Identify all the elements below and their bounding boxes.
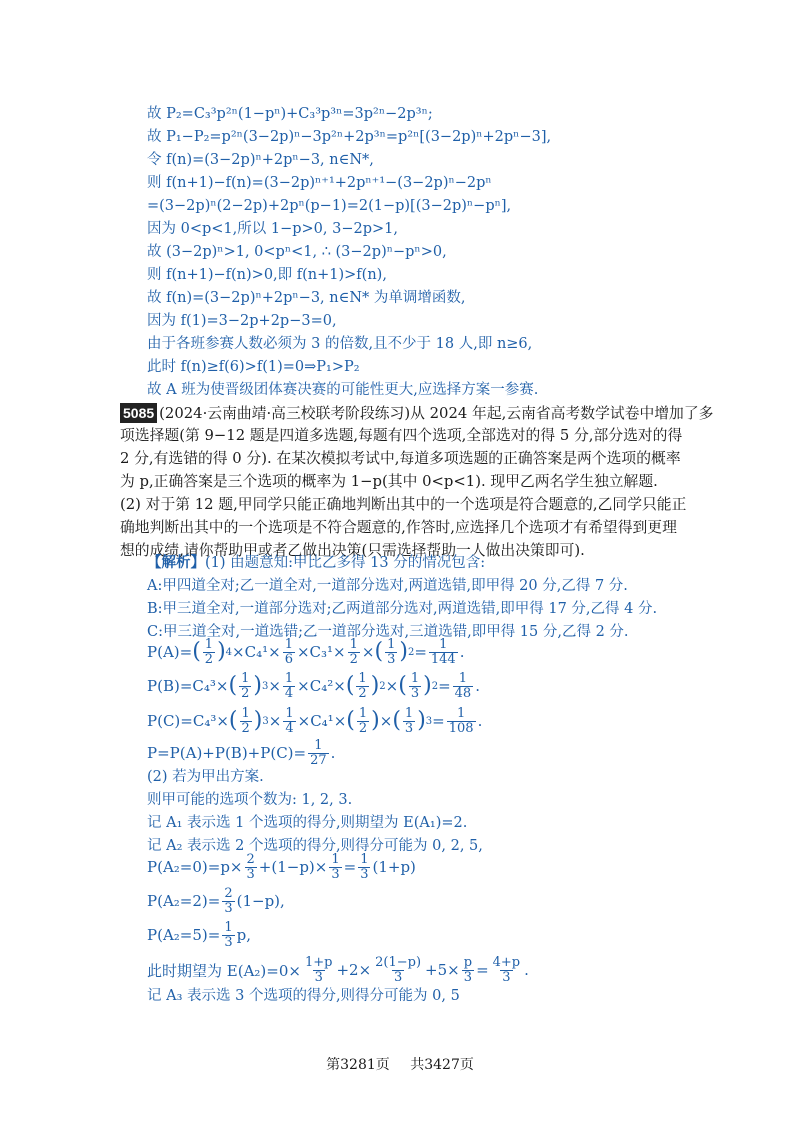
formula-text: ×	[361, 643, 375, 661]
formula-pA2-5	[147, 918, 251, 952]
formula-text: .	[330, 744, 336, 762]
formula-text: .	[477, 712, 483, 730]
solution-line: 故 P₂=C₃³p²ⁿ(1−pⁿ)+C₃³p³ⁿ=3p²ⁿ−2p³ⁿ;	[147, 106, 433, 122]
formula-text: P(A₂=2)=	[147, 892, 221, 910]
formula-text: P(A₂=0)=p×	[147, 858, 243, 876]
formula-text: P=P(A)+P(B)+P(C)=	[147, 744, 307, 762]
part2-line: (2) 若为甲出方案.	[147, 769, 264, 785]
result-denominator: 108	[448, 720, 474, 736]
formula-text: ×C₄¹×	[297, 712, 347, 730]
formula-text: =	[343, 858, 357, 876]
analysis-intro-line	[147, 553, 485, 573]
numerator: 1	[224, 919, 233, 935]
solution-line: 故 A 班为使晋级团体赛决赛的可能性更大,应选择方案一参赛.	[147, 382, 539, 398]
solution-line: 故 P₁−P₂=p²ⁿ(3−2p)ⁿ−3p²ⁿ+2p³ⁿ=p²ⁿ[(3−2p)ⁿ+2pⁿ−3],	[147, 129, 552, 145]
denominator: 3	[224, 934, 233, 950]
page-footer	[0, 1054, 800, 1074]
numerator: 2(1−p)	[375, 954, 422, 970]
solution-line: 则 f(n+1)−f(n)=(3−2p)ⁿ⁺¹+2pⁿ⁺¹−(3−2p)ⁿ−2pⁿ	[147, 175, 492, 191]
formula-pA: P(A)= ( $\frac{1}{2}$ ) 4 ×C₄¹× $\frac{1}{6}$ ×C₃¹× $\frac{1}{2}$ × ( $\frac{1}{3}$ ) 2 = $\frac{1}{144}$ .	[147, 636, 465, 667]
formula-text: =	[476, 961, 489, 979]
denominator: 3	[502, 969, 511, 985]
formula-text: p,	[236, 926, 251, 944]
solution-line: 令 f(n)=(3−2p)ⁿ+2pⁿ−3, n∈N*,	[147, 152, 374, 168]
part2-line: 则甲可能的选项个数为: 1, 2, 3.	[147, 792, 353, 808]
denominator: 3	[463, 969, 473, 985]
analysis-label: 【解析】	[147, 554, 205, 571]
result-numerator: 1	[458, 670, 468, 686]
formula-text: =	[438, 677, 451, 695]
formula-text: P(C)=C₄³×	[147, 712, 229, 730]
formula-text: ×C₄¹×	[232, 643, 281, 661]
result-denominator: 27	[310, 752, 327, 768]
solution-line: =(3−2p)ⁿ(2−2p)+2pⁿ(p−1)=2(1−p)[(3−2p)ⁿ−pⁿ],	[147, 198, 512, 214]
formula-text: ×	[385, 677, 399, 695]
numerator: 1	[331, 851, 340, 867]
formula-text: ×C₃¹×	[296, 643, 346, 661]
numerator: p	[463, 954, 473, 970]
case-line: B:甲三道全对,一道部分选对;乙两道部分选对,两道选错,即甲得 17 分,乙得 4 分.	[147, 601, 658, 617]
analysis-intro: (1) 由题意知:甲比乙多得 13 分的情况包含:	[205, 555, 486, 571]
numerator: 1+p	[304, 954, 333, 970]
formula-pA2-2	[147, 884, 285, 918]
formula-text: .	[475, 677, 480, 695]
solution-line: 故 f(n)=(3−2p)ⁿ+2pⁿ−3, n∈N* 为单调增函数,	[147, 290, 466, 306]
denominator: 3	[393, 969, 403, 985]
solution-line: 故 (3−2p)ⁿ>1, 0<pⁿ<1, ∴ (3−2p)ⁿ−pⁿ>0,	[147, 244, 447, 260]
numerator: 1	[360, 851, 369, 867]
result-numerator: 1	[457, 705, 466, 721]
question-text: (2024·云南曲靖·高三校联考阶段练习)从 2024 年起,云南省高考数学试卷中增加了多	[159, 405, 714, 422]
formula-text: P(A₂=5)=	[147, 926, 221, 944]
denominator: 3	[331, 866, 340, 882]
formula-text: .	[459, 643, 465, 661]
result-numerator: 1	[314, 737, 323, 753]
formula-text: (1+p)	[372, 858, 416, 876]
formula-text: +2×	[336, 961, 372, 979]
solution-line: 则 f(n+1)−f(n)>0,即 f(n+1)>f(n),	[147, 267, 387, 283]
solution-line: 此时 f(n)≥f(6)>f(1)=0⇒P₁>P₂	[147, 359, 360, 375]
denominator: 3	[246, 866, 255, 882]
formula-eA2	[147, 952, 529, 988]
case-line: C:甲三道全对,一道选错;乙一道部分选对,三道选错,即甲得 15 分,乙得 2 分.	[147, 624, 629, 640]
solution-line: 因为 f(1)=3−2p+2p−3=0,	[147, 313, 337, 329]
solution-line: 由于各班参赛人数必须为 3 的倍数,且不少于 18 人,即 n≥6,	[147, 336, 533, 352]
numerator: 4+p	[492, 954, 521, 970]
formula-text: P(B)=C₄³×	[147, 677, 229, 695]
formula-text: ×C₄²×	[297, 677, 346, 695]
formula-text: =	[414, 643, 427, 661]
denominator: 3	[360, 866, 369, 882]
formula-text: ×	[268, 677, 281, 695]
page-total: 共3427页	[410, 1057, 474, 1073]
last-line: 记 A₃ 表示选 3 个选项的得分,则得分可能为 0, 5	[147, 988, 460, 1004]
question-line: 2 分,有选错的得 0 分). 在某次模拟考试中,每道多项选题的正确答案是两个选项的概率	[120, 450, 681, 467]
question-line: 想的成绩,请你帮助甲或者乙做出决策(只需选择帮助一人做出决策即可).	[120, 542, 585, 559]
numerator: 2	[224, 885, 233, 901]
question-number-badge: 5085	[120, 403, 157, 423]
question-line: 项选择题(第 9−12 题是四道多选题,每题有四个选项,全部选对的得 5 分,部分选对的得	[120, 427, 683, 444]
formula-text: =	[432, 712, 445, 730]
question-line: 为 p,正确答案是三个选项的概率为 1−p(其中 0<p<1). 现甲乙两名学生独立解题.	[120, 473, 658, 490]
formula-text: (1−p),	[236, 892, 285, 910]
formula-pB: P(B)=C₄³× ( $\frac{1}{2}$ ) 3 × $\frac{1}{4}$ ×C₄²× ( $\frac{1}{2}$ ) 2 × ( $\frac{1}{3}$ ) 2 = $\frac{1}{48}$ .	[147, 670, 480, 701]
question-line: (2) 对于第 12 题,甲同学只能正确地判断出其中的一个选项是符合题意的,乙同学只能正	[120, 496, 687, 513]
question-line: 确地判断出其中的一个选项是不符合题意的,作答时,应选择几个选项才有希望得到更理	[120, 519, 677, 536]
question-line	[120, 403, 713, 424]
part2-line: 记 A₁ 表示选 1 个选项的得分,则期望为 E(A₁)=2.	[147, 815, 468, 831]
page-number: 第3281页	[326, 1057, 390, 1073]
formula-text: ×	[268, 712, 282, 730]
solution-line: 因为 0<p<1,所以 1−p>0, 3−2p>1,	[147, 221, 398, 237]
denominator: 3	[314, 969, 323, 985]
formula-text: +5×	[425, 961, 460, 979]
numerator: 2	[246, 851, 255, 867]
result-numerator: 1	[439, 636, 448, 652]
result-denominator: 48	[454, 685, 472, 701]
denominator: 3	[224, 900, 233, 916]
formula-text: P(A)=	[147, 643, 193, 661]
formula-text: .	[524, 961, 529, 979]
result-denominator: 144	[430, 651, 456, 667]
formula-text: +(1−p)×	[258, 858, 328, 876]
formula-pA2-0	[147, 850, 416, 884]
case-line: A:甲四道全对;乙一道全对,一道部分选对,两道选错,即甲得 20 分,乙得 7 分.	[147, 578, 628, 594]
formula-text: 此时期望为 E(A₂)=0×	[147, 961, 301, 980]
formula-text: ×	[379, 712, 393, 730]
part2-line: 记 A₂ 表示选 2 个选项的得分,则得分可能为 0, 2, 5,	[147, 838, 483, 854]
formula-pC: P(C)=C₄³× ( $\frac{1}{2}$ ) 3 × $\frac{1}{4}$ ×C₄¹× ( $\frac{1}{2}$ ) × ( $\frac{1}{3}$ ) 3 = $\frac{1}{108}$ .	[147, 705, 483, 736]
formula-p-total	[147, 736, 335, 770]
